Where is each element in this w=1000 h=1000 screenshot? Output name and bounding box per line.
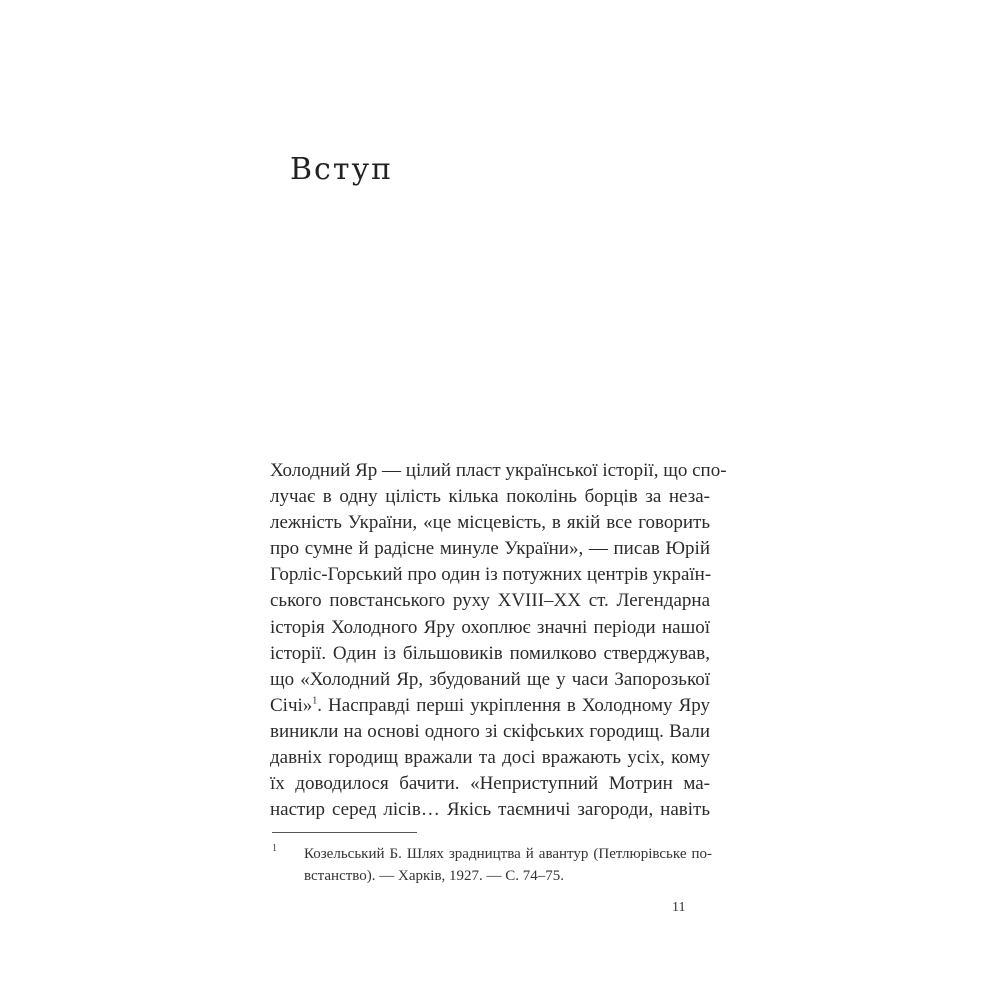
text-fragment: Січі» <box>270 694 313 716</box>
text-line: їх доводилося бачити. «Неприступний Мотрин ма- <box>270 773 710 795</box>
text-line: Холодний Яр — цілий пласт української історії, що спо- <box>270 460 727 481</box>
footnote-text <box>304 843 712 887</box>
footnote-reference[interactable]: 1 <box>312 695 318 707</box>
footnote-divider <box>272 832 417 833</box>
text-line: історія Холодного Яру охоплює значні періоди нашої <box>270 616 710 638</box>
footnote <box>272 843 712 887</box>
text-line: виникли на основі одного зі скіфських городищ. Вали <box>270 720 710 742</box>
footnote-line: встанство). — Харків, 1927. — С. 74–75. <box>304 868 565 884</box>
footnote-marker: 1 <box>272 843 277 854</box>
text-fragment: . Насправді перші укріплення в Холодному Яру <box>317 694 710 716</box>
text-line: Горліс-Горський про один із потужних центрів україн- <box>270 564 712 586</box>
page-number: 11 <box>672 900 686 915</box>
text-line: лучає в одну цілість кілька поколінь борців за неза- <box>270 486 710 508</box>
body-paragraph <box>270 458 727 823</box>
text-line: лежність України, «це місцевість, в якій все говорить <box>270 512 710 534</box>
text-line: історії. Один із більшовиків помилково стверджував, <box>270 642 710 664</box>
text-line: ського повстанського руху XVIII–XX ст. Легендарна <box>270 590 710 612</box>
chapter-title: Вступ <box>290 152 394 187</box>
text-line: що «Холодний Яр, збудований ще у часи Запорозької <box>270 668 710 690</box>
text-line: настир серед лісів… Якісь таємничі загороди, навіть <box>270 799 710 821</box>
footnote-line: Козельський Б. Шлях зрадництва й авантур (Петлюрівське по- <box>304 846 712 862</box>
text-line: про сумне й радісне минуле України», — писав Юрій <box>270 538 710 560</box>
text-line-with-footnote <box>270 693 710 719</box>
text-line: давніх городищ вражали та досі вражають усіх, кому <box>270 747 710 769</box>
